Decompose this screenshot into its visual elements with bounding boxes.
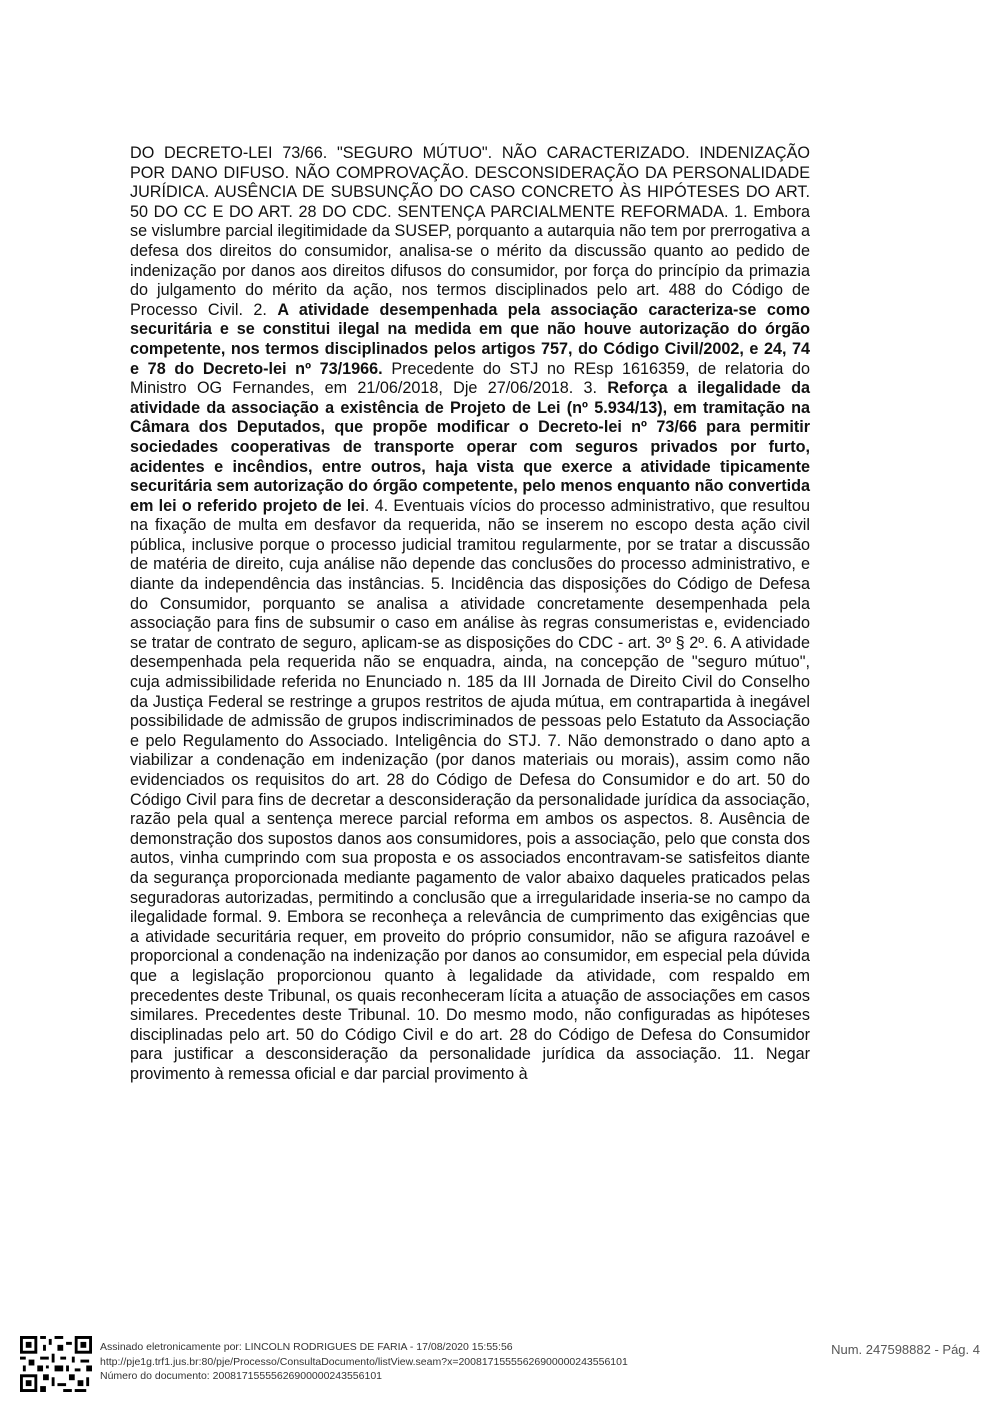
page-number: Num. 247598882 - Pág. 4 [831, 1342, 980, 1357]
text-segment-bold: Reforça a ilegalidade da atividade da associação a existência de Projeto de Lei (nº 5.934/13), em tramitação na Câmara dos Deputados, que propõe modificar o Decreto-lei nº 73/66 para permitir sociedades cooperativas de transporte operar com seguros privados por furto, acidentes e incêndios, entre outros, haja vista que exerce a atividade tipicamente securitária sem autorização do órgão competente, pelo menos enquanto não convertida em lei o referido projeto de lei [130, 379, 810, 515]
text-segment: DO DECRETO-LEI 73/66. "SEGURO MÚTUO". NÃO CARACTERIZADO. INDENIZAÇÃO POR DANO DIFUSO. NÃO COMPROVAÇÃO. DESCONSIDERAÇÃO DA PERSONALIDADE JURÍDICA. AUSÊNCIA DE SUBSUNÇÃO DO CASO CONCRETO ÀS HIPÓTESES DO ART. 50 DO CC E DO ART. 28 DO CDC. SENTENÇA PARCIALMENTE REFORMADA. 1. Embora se vislumbre parcial ilegitimidade da SUSEP, porquanto a autarquia não tem por prerrogativa a defesa dos direitos do consumidor, analisa-se o mérito da discussão quanto ao pedido de indenização por danos aos direitos difusos do consumidor, por força do princípio da primazia do julgamento do mérito da ação, nos termos disciplinados pelo art. 488 do Código de Processo Civil. 2. [130, 144, 810, 319]
signature-info [100, 1340, 740, 1384]
text-segment: . 4. Eventuais vícios do processo administrativo, que resultou na fixação de multa em desfavor da requerida, não se inserem no escopo desta ação civil pública, inclusive porque o processo judicial tramitou regularmente, por se tratar a discussão de matéria de direito, cuja análise não depende das conclusões do processo administrativo, e diante da independência das instâncias. 5. Incidência das disposições do Código de Defesa do Consumidor, porquanto se analisa a atividade concretamente desempenhada pela associação para fins de subsumir o caso em análise às regras consumeristas e, evidenciado se tratar de contrato de seguro, aplicam-se as disposições do CDC - art. 3º § 2º. 6. A atividade desempenhada pela requerida não se enquadra, ainda, na concepção de "seguro mútuo", cuja admissibilidade referida no Enunciado n. 185 da III Jornada de Direito Civil do Conselho da Justiça Federal se restringe a grupos restritos de ajuda mútua, em contrapartida à inegável possibilidade de admissão de grupos indiscriminados de pessoas pelo Estatuto da Associação e pelo Regulamento do Associado. Inteligência do STJ. 7. Não demonstrado o dano apto a viabilizar a condenação em indenização (por danos materiais ou morais), assim como não evidenciados os requisitos do art. 28 do Código de Defesa do Consumidor e do art. 50 do Código Civil para fins de decretar a desconsideração da personalidade jurídica da associação, razão pela qual a sentença merece parcial reforma em ambos os aspectos. 8. Ausência de demonstração dos supostos danos aos consumidores, pois a associação, pelo que consta dos autos, vinha cumprindo com sua proposta e os associados encontravam-se satisfeitos diante da segurança proporcionada mediante pagamento de valor abaixo daqueles praticados pelas seguradoras autorizadas, permitindo a conclusão que a irregularidade inseria-se no campo da ilegalidade formal. 9. Embora se reconheça a relevância de cumprimento das exigências que a atividade securitária requer, em proveito do próprio consumidor, não se afigura razoável e proporcional a condenação na indenização por danos ao consumidor, em especial pela dúvida que a legislação proporcionou quanto à legalidade da atividade, com respaldo em precedentes deste Tribunal, os quais reconheceram lícita a atuação de associações em casos similares. Precedentes deste Tribunal. 10. Do mesmo modo, não configuradas as hipóteses disciplinadas pelo art. 50 do Código Civil e do art. 28 do Código de Defesa do Consumidor para justificar a desconsideração da personalidade jurídica da associação. 11. Negar provimento à remessa oficial e dar parcial provimento à [130, 496, 811, 1083]
signed-by-text: Assinado eletronicamente por: LINCOLN RODRIGUES DE FARIA - 17/08/2020 15:55:56 [100, 1341, 513, 1353]
document-number: Número do documento: 20081715555626900000243556101 [100, 1370, 382, 1382]
qr-code-icon [20, 1336, 92, 1392]
text-segment: Precedente do STJ no REsp 1616359, de relatoria do Ministro OG Fernandes, em 21/06/2018, Dje 27/06/2018. 3. [130, 359, 811, 398]
document-url[interactable]: http://pje1g.trf1.jus.br:80/pje/Processo/ConsultaDocumento/listView.seam?x=20081715555626900000243556101 [100, 1355, 628, 1368]
document-body [130, 144, 810, 1085]
text-segment-bold: A atividade desempenhada pela associação caracteriza-se como securitária e se constitui ilegal na medida em que não houve autorização do órgão competente, nos termos disciplinados pelos artigos 757, do Código Civil/2002, e 24, 74 e 78 do Decreto-lei nº 73/1966. [130, 300, 810, 378]
